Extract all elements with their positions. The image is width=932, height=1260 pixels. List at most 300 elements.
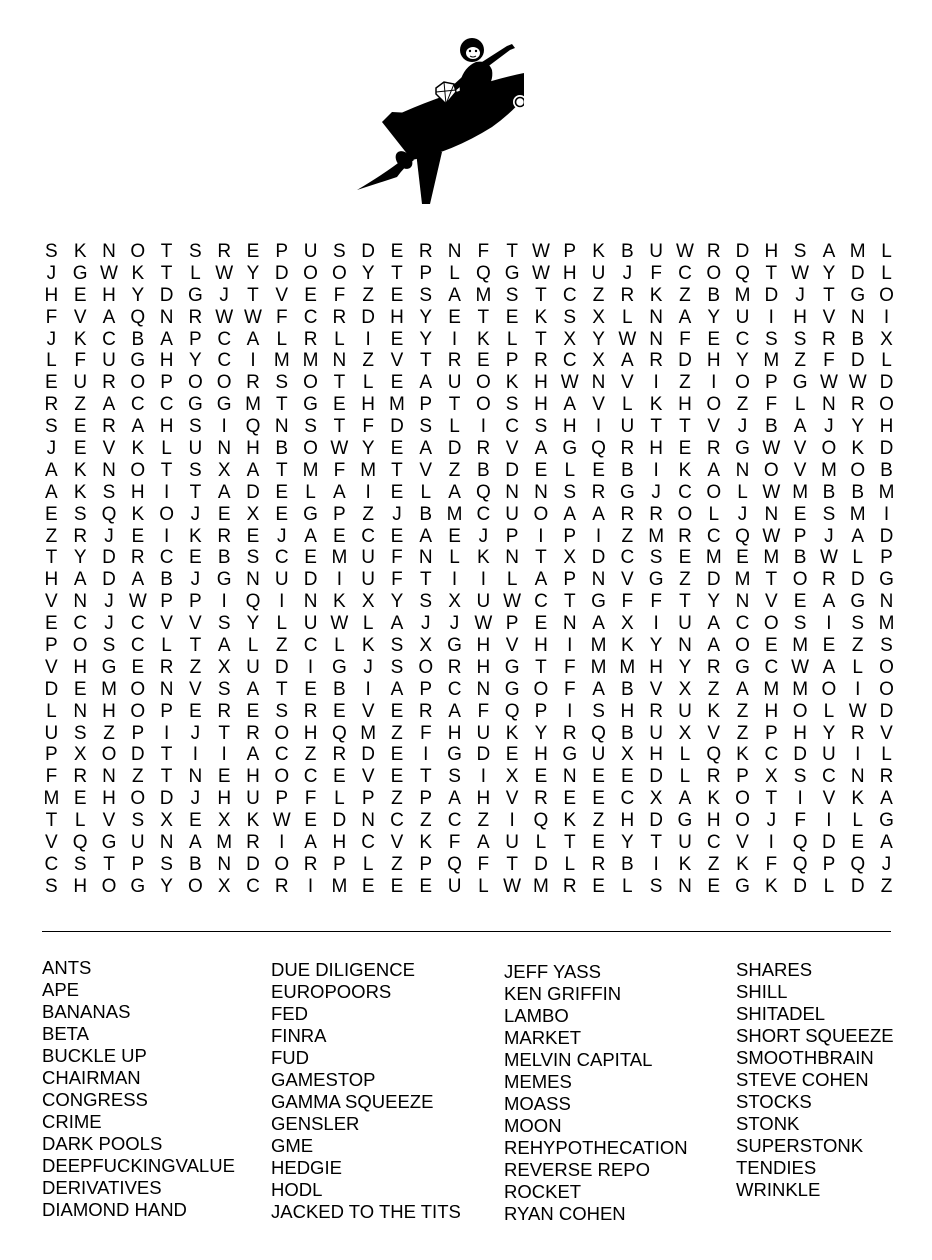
grid-letter: Z <box>477 810 490 832</box>
grid-letter: A <box>304 525 317 547</box>
grid-letter: Y <box>390 591 404 613</box>
grid-row <box>37 263 901 285</box>
grid-row <box>37 701 901 723</box>
grid-letter: N <box>735 459 750 481</box>
grid-letter: Q <box>850 853 866 875</box>
grid-letter: Y <box>534 722 548 744</box>
grid-letter: T <box>160 459 173 481</box>
grid-letter: R <box>850 394 865 416</box>
grid-letter: P <box>419 678 433 700</box>
grid-letter: W <box>330 438 349 460</box>
grid-letter: W <box>848 372 867 394</box>
grid-letter: S <box>246 547 260 569</box>
grid-letter: S <box>563 481 577 503</box>
grid-letter: G <box>850 284 866 306</box>
grid-letter: W <box>330 613 349 635</box>
grid-letter: O <box>677 503 693 525</box>
grid-letter: H <box>793 722 807 744</box>
grid-letter: D <box>102 569 116 591</box>
word-list-item: SUPERSTONK <box>736 1135 864 1156</box>
grid-letter: M <box>302 350 319 372</box>
grid-letter: E <box>563 788 577 810</box>
grid-letter: U <box>246 656 260 678</box>
grid-letter: L <box>852 656 863 678</box>
grid-letter: N <box>274 416 289 438</box>
grid-letter: R <box>246 722 260 744</box>
grid-letter: D <box>246 853 260 875</box>
grid-letter: E <box>534 613 548 635</box>
grid-letter: E <box>390 525 404 547</box>
grid-letter: O <box>533 503 549 525</box>
grid-letter: B <box>333 678 346 700</box>
grid-letter: A <box>822 241 836 262</box>
grid-letter: E <box>304 284 317 306</box>
word-list-item: DERIVATIVES <box>42 1177 162 1198</box>
grid-letter: F <box>45 306 58 328</box>
grid-letter: P <box>45 635 58 657</box>
grid-letter: C <box>678 262 692 284</box>
grid-row <box>37 613 901 635</box>
grid-letter: H <box>130 481 145 503</box>
grid-letter: Z <box>679 569 691 591</box>
grid-letter: G <box>504 262 520 284</box>
grid-letter: F <box>419 722 432 744</box>
grid-letter: I <box>221 591 227 613</box>
grid-letter: K <box>131 262 145 284</box>
grid-letter: M <box>878 613 895 635</box>
grid-letter: E <box>390 284 404 306</box>
grid-row <box>37 241 901 263</box>
grid-letter: V <box>620 569 634 591</box>
grid-letter: S <box>822 503 836 525</box>
grid-letter: T <box>535 328 547 350</box>
grid-letter: X <box>217 459 231 481</box>
grid-letter: H <box>159 350 174 372</box>
grid-letter: M <box>763 547 780 569</box>
grid-letter: E <box>304 810 317 832</box>
grid-letter: I <box>653 372 659 394</box>
grid-letter: I <box>365 328 371 350</box>
grid-letter: R <box>332 306 347 328</box>
grid-letter: D <box>274 262 289 284</box>
grid-letter: H <box>706 350 721 372</box>
grid-letter: J <box>824 416 834 438</box>
grid-letter: N <box>562 766 577 788</box>
grid-letter: E <box>822 635 836 657</box>
grid-letter: P <box>45 744 58 766</box>
grid-letter: T <box>563 832 576 854</box>
grid-letter: I <box>855 678 861 700</box>
grid-letter: C <box>706 525 721 547</box>
grid-letter: W <box>762 481 781 503</box>
grid-letter: C <box>73 613 88 635</box>
grid-letter: I <box>192 744 199 766</box>
grid-letter: C <box>476 503 491 525</box>
grid-letter: E <box>592 459 605 481</box>
grid-letter: R <box>73 766 88 788</box>
grid-letter: V <box>419 459 433 481</box>
grid-letter: S <box>102 635 116 657</box>
grid-letter: M <box>734 569 751 591</box>
grid-letter: K <box>246 810 260 832</box>
grid-letter: N <box>332 350 347 372</box>
grid-letter: T <box>765 569 778 591</box>
grid-letter: H <box>649 438 663 460</box>
grid-letter: M <box>763 678 780 700</box>
grid-letter: F <box>765 394 778 416</box>
grid-letter: N <box>73 591 88 613</box>
grid-letter: E <box>390 438 404 460</box>
grid-letter: G <box>101 656 117 678</box>
grid-letter: B <box>880 459 893 481</box>
grid-letter: L <box>334 328 345 350</box>
grid-letter: E <box>390 241 404 262</box>
grid-letter: S <box>793 766 807 788</box>
grid-letter: I <box>595 416 602 438</box>
grid-letter: D <box>735 241 750 262</box>
grid-letter: M <box>101 678 117 700</box>
grid-letter: H <box>303 722 318 744</box>
grid-letter: G <box>879 810 894 832</box>
grid-letter: H <box>476 788 491 810</box>
grid-row <box>37 679 901 701</box>
grid-letter: K <box>707 700 721 722</box>
grid-letter: E <box>505 744 519 766</box>
grid-letter: Z <box>362 350 374 372</box>
grid-letter: D <box>274 656 289 678</box>
grid-letter: N <box>159 306 174 328</box>
grid-letter: L <box>564 853 576 875</box>
grid-letter: I <box>250 350 256 372</box>
grid-letter: D <box>822 832 836 854</box>
grid-letter: D <box>159 788 174 810</box>
grid-letter: O <box>101 744 117 766</box>
word-list-item: SMOOTHBRAIN <box>736 1047 874 1068</box>
grid-letter: R <box>620 284 635 306</box>
grid-letter: L <box>679 766 691 788</box>
grid-letter: F <box>448 832 461 854</box>
grid-letter: U <box>505 832 520 854</box>
grid-letter: T <box>333 372 346 394</box>
grid-letter: A <box>333 481 346 503</box>
grid-letter: E <box>131 525 145 547</box>
grid-letter: D <box>361 306 376 328</box>
grid-letter: K <box>592 241 605 262</box>
grid-letter: H <box>879 416 894 438</box>
grid-letter: C <box>764 656 779 678</box>
grid-letter: K <box>851 438 865 460</box>
grid-letter: M <box>849 503 866 525</box>
grid-letter: K <box>131 503 145 525</box>
grid-letter: X <box>592 350 605 372</box>
grid-letter: C <box>303 306 318 328</box>
grid-letter: X <box>448 591 461 613</box>
grid-letter: A <box>448 284 461 306</box>
grid-letter: S <box>563 306 577 328</box>
word-list-item: LAMBO <box>504 1005 569 1026</box>
grid-letter: C <box>678 481 692 503</box>
grid-letter: A <box>563 394 577 416</box>
grid-letter: D <box>879 525 894 547</box>
grid-letter: O <box>879 284 894 306</box>
grid-letter: V <box>160 613 173 635</box>
grid-letter: G <box>187 394 203 416</box>
grid-letter: E <box>304 547 317 569</box>
grid-letter: R <box>418 700 433 722</box>
grid-letter: G <box>735 875 750 897</box>
grid-letter: G <box>331 656 347 678</box>
grid-letter: R <box>332 744 347 766</box>
grid-letter: P <box>131 722 145 744</box>
grid-letter: B <box>131 328 145 350</box>
grid-letter: P <box>160 372 173 394</box>
grid-letter: P <box>275 241 289 262</box>
grid-letter: E <box>390 372 404 394</box>
grid-letter: T <box>391 459 403 481</box>
grid-letter: N <box>678 635 692 657</box>
word-list-item: WRINKLE <box>736 1179 821 1200</box>
grid-letter: L <box>190 262 201 284</box>
grid-letter: X <box>563 547 577 569</box>
grid-letter: M <box>705 547 722 569</box>
grid-letter: A <box>246 678 260 700</box>
grid-letter: E <box>73 284 87 306</box>
grid-letter: T <box>679 591 691 613</box>
grid-letter: A <box>131 569 145 591</box>
grid-letter: D <box>332 810 347 832</box>
grid-letter: L <box>881 744 892 766</box>
word-list-item: SHARES <box>736 959 813 980</box>
word-list-item: JEFF YASS <box>504 961 601 982</box>
grid-letter: R <box>447 350 462 372</box>
grid-letter: Y <box>649 635 663 657</box>
word-list-item: STOCKS <box>736 1091 812 1112</box>
grid-letter: S <box>189 241 202 262</box>
grid-letter: Q <box>735 525 750 547</box>
grid-letter: E <box>390 328 404 350</box>
grid-letter: V <box>102 810 116 832</box>
grid-letter: G <box>792 372 808 394</box>
grid-letter: E <box>592 832 605 854</box>
grid-letter: D <box>879 700 894 722</box>
grid-letter: X <box>678 678 692 700</box>
grid-letter: O <box>159 503 174 525</box>
grid-letter: F <box>794 810 806 832</box>
grid-letter: A <box>189 832 202 854</box>
grid-letter: G <box>303 394 318 416</box>
word-list-item: REVERSE REPO <box>504 1159 650 1180</box>
grid-letter: C <box>274 547 289 569</box>
grid-letter: O <box>706 481 722 503</box>
grid-letter: K <box>736 744 749 766</box>
word-list-item: HODL <box>271 1179 323 1200</box>
grid-letter: A <box>390 613 404 635</box>
grid-row <box>37 744 901 766</box>
grid-row <box>37 547 901 569</box>
grid-letter: C <box>822 766 836 788</box>
word-search-grid <box>37 241 901 898</box>
grid-letter: M <box>331 875 348 897</box>
word-list-item: MOASS <box>504 1093 571 1114</box>
divider <box>42 931 891 932</box>
word-list-item: EUROPOORS <box>271 981 392 1002</box>
grid-letter: I <box>163 722 170 744</box>
grid-letter: N <box>879 591 894 613</box>
grid-letter: N <box>649 306 663 328</box>
grid-letter: X <box>620 744 634 766</box>
grid-letter: K <box>477 328 490 350</box>
grid-row <box>37 285 901 307</box>
grid-letter: I <box>221 416 227 438</box>
grid-letter: P <box>563 525 577 547</box>
grid-letter: G <box>619 481 635 503</box>
grid-letter: Z <box>592 284 605 306</box>
grid-letter: O <box>735 788 750 810</box>
grid-letter: U <box>476 591 491 613</box>
grid-letter: V <box>707 416 721 438</box>
grid-row <box>37 394 901 416</box>
grid-letter: Y <box>822 262 836 284</box>
grid-letter: D <box>361 241 376 262</box>
grid-letter: Z <box>707 853 720 875</box>
grid-letter: N <box>73 700 88 722</box>
grid-letter: E <box>592 766 605 788</box>
grid-letter: O <box>763 459 779 481</box>
grid-letter: F <box>304 788 317 810</box>
grid-letter: C <box>764 744 779 766</box>
grid-letter: V <box>707 722 721 744</box>
grid-letter: L <box>564 459 576 481</box>
grid-row <box>37 657 901 679</box>
grid-letter: Z <box>736 394 749 416</box>
grid-letter: K <box>419 832 433 854</box>
grid-letter: O <box>418 656 434 678</box>
ape-riding-rocket-illustration <box>352 32 524 208</box>
grid-letter: W <box>128 591 147 613</box>
grid-letter: I <box>595 525 602 547</box>
grid-letter: E <box>793 591 807 613</box>
grid-letter: O <box>879 394 894 416</box>
grid-letter: O <box>792 569 808 591</box>
grid-letter: S <box>73 853 87 875</box>
grid-letter: S <box>131 810 145 832</box>
grid-letter: T <box>535 284 547 306</box>
grid-letter: O <box>187 372 203 394</box>
grid-letter: D <box>159 284 174 306</box>
grid-letter: P <box>419 394 433 416</box>
grid-letter: M <box>590 656 607 678</box>
grid-letter: J <box>622 262 633 284</box>
grid-letter: N <box>102 241 116 262</box>
grid-letter: V <box>361 766 375 788</box>
grid-letter: Z <box>794 350 806 372</box>
grid-letter: U <box>102 350 116 372</box>
grid-letter: C <box>361 832 376 854</box>
grid-letter: L <box>334 788 345 810</box>
grid-letter: P <box>563 241 577 262</box>
grid-letter: E <box>764 635 778 657</box>
grid-letter: G <box>562 744 578 766</box>
grid-letter: L <box>46 700 57 722</box>
grid-letter: R <box>159 656 174 678</box>
grid-letter: U <box>44 722 59 744</box>
grid-letter: M <box>792 678 809 700</box>
grid-letter: N <box>591 569 606 591</box>
grid-letter: G <box>303 503 318 525</box>
grid-letter: I <box>163 525 170 547</box>
grid-letter: N <box>246 569 260 591</box>
grid-letter: E <box>189 700 202 722</box>
grid-letter: A <box>707 635 721 657</box>
grid-letter: K <box>851 788 865 810</box>
grid-letter: J <box>824 525 834 547</box>
grid-letter: L <box>362 853 374 875</box>
grid-letter: V <box>822 788 836 810</box>
word-list-item: REHYPOTHECATION <box>504 1137 688 1158</box>
grid-letter: W <box>244 306 262 328</box>
grid-row <box>37 876 901 898</box>
grid-letter: S <box>304 416 317 438</box>
grid-letter: G <box>72 262 88 284</box>
grid-letter: H <box>447 722 462 744</box>
grid-letter: E <box>246 241 260 262</box>
word-list-item: DUE DILIGENCE <box>271 959 415 980</box>
grid-letter: N <box>476 678 491 700</box>
grid-row <box>37 372 901 394</box>
grid-letter: I <box>653 613 659 635</box>
grid-letter: H <box>562 416 577 438</box>
grid-letter: G <box>130 875 146 897</box>
grid-letter: T <box>419 350 432 372</box>
grid-letter: E <box>45 613 58 635</box>
word-list-item: SHILL <box>736 981 788 1002</box>
grid-letter: O <box>735 810 750 832</box>
grid-letter: Q <box>101 503 117 525</box>
grid-letter: N <box>447 241 462 262</box>
grid-letter: B <box>160 569 173 591</box>
word-list-column-1 <box>42 957 235 1221</box>
grid-letter: A <box>822 591 836 613</box>
grid-row <box>37 416 901 438</box>
grid-letter: Y <box>620 832 634 854</box>
grid-letter: N <box>505 481 520 503</box>
grid-letter: Q <box>504 700 520 722</box>
grid-letter: H <box>73 656 88 678</box>
grid-letter: R <box>188 306 203 328</box>
grid-letter: Y <box>419 328 433 350</box>
grid-letter: K <box>189 525 202 547</box>
grid-letter: T <box>45 810 58 832</box>
grid-letter: O <box>763 613 779 635</box>
grid-letter: O <box>475 372 491 394</box>
grid-letter: C <box>303 635 318 657</box>
grid-letter: I <box>221 744 227 766</box>
grid-letter: J <box>46 328 57 350</box>
grid-letter: R <box>44 394 59 416</box>
grid-letter: D <box>850 350 865 372</box>
grid-letter: O <box>274 722 290 744</box>
grid-letter: H <box>534 635 548 657</box>
grid-letter: S <box>275 700 289 722</box>
grid-letter: V <box>649 678 663 700</box>
word-list-item: ROCKET <box>504 1181 582 1202</box>
grid-letter: Q <box>533 810 549 832</box>
grid-letter: V <box>189 678 202 700</box>
grid-letter: E <box>448 306 461 328</box>
grid-letter: S <box>102 481 116 503</box>
grid-letter: I <box>279 591 285 613</box>
grid-letter: L <box>449 416 460 438</box>
